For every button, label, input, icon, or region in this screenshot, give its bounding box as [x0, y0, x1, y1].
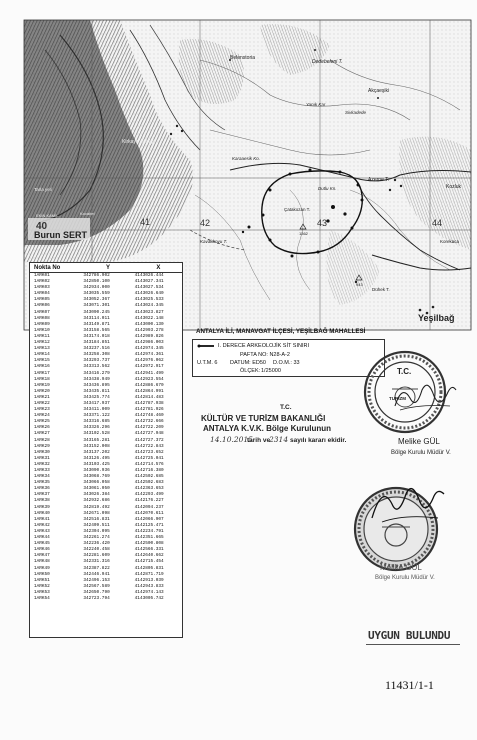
- label-tarlayeri: Tarla yeri: [34, 187, 53, 192]
- cell-x: 4143027.534: [134, 285, 164, 291]
- cell-point-no: 1ARK44: [34, 535, 50, 541]
- cell-y: 342786.902: [83, 273, 110, 278]
- header-y: Y: [106, 264, 111, 271]
- cell-x: 4142640.662: [134, 553, 164, 559]
- label-yesilbag: Yeşilbağ: [418, 313, 455, 323]
- cell-x: 4142781.926: [134, 407, 164, 413]
- cell-x: 4143025.533: [134, 297, 164, 303]
- cell-x: 4142566.331: [134, 547, 164, 553]
- cell-x: 4142943.833: [134, 583, 164, 589]
- cell-point-no: 1ARK04: [34, 291, 50, 297]
- cell-y: 342932.686: [83, 498, 110, 504]
- cell-x: 4142351.665: [134, 535, 164, 541]
- cell-point-no: 1ARK09: [34, 321, 50, 327]
- cell-x: 4143000.130: [134, 321, 164, 327]
- grid-number-42: 42: [200, 218, 211, 228]
- cell-point-no: 1ARK12: [34, 340, 50, 346]
- cell-x: 4142722.209: [134, 425, 164, 431]
- cell-x: 4142748.460: [134, 413, 164, 419]
- approval-stamp: [366, 626, 460, 645]
- cell-point-no: 1ARK48: [34, 559, 50, 565]
- cell-y: 343436.895: [83, 382, 110, 388]
- label-burunsert: Burun SERT: [34, 230, 87, 240]
- label-duhek: Dühek T.: [372, 287, 390, 292]
- cell-y: 343061.050: [83, 486, 110, 492]
- cell-x: 4142500.808: [134, 541, 164, 547]
- cell-point-no: 1ARK19: [34, 382, 50, 388]
- cell-point-no: 1ARK23: [34, 407, 50, 413]
- cell-point-no: 1ARK32: [34, 461, 50, 467]
- cell-y: 343184.851: [83, 340, 110, 346]
- elevation-1362: 1362: [299, 231, 308, 236]
- cell-y: 343425.774: [83, 394, 110, 400]
- cell-y: 342446.941: [83, 571, 110, 577]
- cell-x: 4142732.666: [134, 419, 164, 425]
- cell-x: 4142714.576: [134, 461, 164, 467]
- cell-x: 4142805.831: [134, 565, 164, 571]
- cell-x: 4142725.041: [134, 455, 164, 461]
- header-point-no: Nokta No: [34, 264, 61, 271]
- label-kocabel: Kocabel: [80, 211, 95, 216]
- label-dedebeleni: Dedebeleni T.: [312, 59, 343, 65]
- cell-x: 4142989.826: [134, 333, 164, 339]
- label-yanikkar: Yanık Kar: [306, 102, 326, 107]
- signature-scribble-2: [368, 478, 448, 524]
- cell-x: 4142986.003: [134, 340, 164, 346]
- cell-point-no: 1ARK46: [34, 547, 50, 553]
- cell-y: 343103.425: [83, 461, 110, 467]
- table-header: [30, 263, 182, 273]
- cell-x: 4142974.345: [134, 346, 164, 352]
- ministry-name: KÜLTÜR VE TURİZM BAKANLIĞI: [201, 414, 326, 423]
- cell-point-no: 1ARK33: [34, 468, 50, 473]
- cell-x: 4142363.653: [134, 486, 164, 492]
- cell-y: 343438.949: [83, 376, 110, 382]
- cell-y: 343158.565: [83, 327, 110, 333]
- cell-x: 4142941.499: [134, 370, 164, 376]
- cell-y: 343326.296: [83, 425, 110, 431]
- cell-point-no: 1ARK18: [34, 376, 50, 382]
- cell-x: 4142923.554: [134, 376, 164, 382]
- ministry-number: 2314: [269, 435, 289, 444]
- grid-number-44: 44: [432, 218, 443, 228]
- cell-y: 343165.281: [83, 437, 110, 443]
- cell-point-no: 1ARK36: [34, 486, 50, 492]
- cell-y: 343035.559: [83, 291, 110, 297]
- cell-point-no: 1ARK06: [34, 303, 50, 309]
- table-row: [30, 596, 182, 602]
- cell-point-no: 1ARK26: [34, 425, 50, 431]
- cell-x: 4142974.361: [134, 352, 164, 358]
- cell-x: 4142814.483: [134, 394, 164, 400]
- legend-scale-label: ÖLÇEK:: [240, 368, 261, 374]
- cell-y: 342671.098: [83, 510, 110, 516]
- cell-x: 4142976.062: [134, 358, 164, 364]
- cell-y: 342850.100: [83, 279, 110, 285]
- cell-y: 343411.009: [83, 407, 110, 413]
- legend-title: ANTALYA İLİ, MANAVGAT İLÇESİ, YEŞİLBAĞ MAHALLESİ: [196, 328, 366, 335]
- cell-x: 4142722.843: [134, 443, 164, 449]
- label-catakozan: Çatakozan T.: [284, 207, 311, 212]
- cell-y: 342236.420: [83, 541, 110, 547]
- cell-point-no: 1ARK50: [34, 571, 50, 577]
- label-belenstoria: Belenstoria: [230, 55, 256, 61]
- cell-point-no: 1ARK29: [34, 443, 50, 449]
- cell-x: 4142070.611: [134, 510, 164, 516]
- cell-x: 4142974.143: [134, 589, 164, 595]
- ministry-date: 14.10.2015: [210, 435, 253, 444]
- ministry-decision-text: sayılı kararı ekidir.: [290, 437, 347, 444]
- cell-point-no: 1ARK20: [34, 388, 50, 394]
- cell-x: 4143027.341: [134, 279, 164, 285]
- document-reference: 11431/1-1: [385, 678, 434, 692]
- cell-y: 342567.589: [83, 583, 110, 589]
- cell-x: 4142787.938: [134, 400, 164, 406]
- cell-point-no: 1ARK34: [34, 474, 50, 480]
- cell-y: 342240.458: [83, 547, 110, 553]
- cell-y: 342409.511: [83, 522, 110, 528]
- header-x: X: [156, 264, 161, 271]
- cell-y: 343371.122: [83, 413, 110, 419]
- cell-x: 4142176.227: [134, 498, 164, 504]
- label-kirkayo: Kirkayo Aralığı: [122, 139, 155, 145]
- legend-scale: 1/25000: [261, 368, 281, 374]
- signatory-name-2: Melike GÜL: [380, 563, 422, 572]
- cell-y: 343071.301: [83, 303, 110, 309]
- label-kavakboyu: Kavakboyu T.: [200, 239, 228, 244]
- cell-point-no: 1ARK11: [34, 333, 50, 339]
- cell-point-no: 1ARK17: [34, 370, 50, 376]
- cell-point-no: 1ARK54: [34, 595, 50, 601]
- cell-point-no: 1ARK07: [34, 309, 50, 315]
- cell-point-no: 1ARK16: [34, 364, 50, 370]
- cell-point-no: 1ARK03: [34, 285, 50, 291]
- seal-turizm: TURİZM: [389, 396, 406, 401]
- cell-x: 4142293.499: [134, 492, 164, 498]
- cell-y: 343152.008: [83, 443, 110, 449]
- cell-y: 343417.937: [83, 400, 110, 406]
- site-boundary-line-icon: [197, 343, 215, 349]
- cell-x: 4142913.039: [134, 577, 164, 583]
- label-korekaca: Korekaca: [440, 239, 460, 244]
- legend-pafta: PAFTA NO: N28-A-2: [240, 352, 290, 358]
- legend-datum: DATUM: ED50: [230, 360, 266, 366]
- cell-y: 343066.058: [83, 480, 110, 486]
- cell-y: 342261.274: [83, 535, 110, 541]
- cell-x: 4143023.827: [134, 309, 164, 315]
- cell-y: 342281.609: [83, 553, 110, 559]
- label-karaeseik: Karaaesik Ko.: [232, 156, 261, 161]
- cell-point-no: 1ARK45: [34, 541, 50, 547]
- cell-y: 343090.936: [83, 468, 110, 473]
- cell-y: 343102.528: [83, 431, 110, 437]
- cell-point-no: 1ARK47: [34, 553, 50, 559]
- cell-y: 343416.279: [83, 370, 110, 376]
- cell-point-no: 1ARK25: [34, 419, 50, 425]
- cell-y: 343237.516: [83, 346, 110, 352]
- cell-x: 4142871.719: [134, 571, 164, 577]
- ministry-date-suffix: tarih ve: [247, 437, 271, 444]
- cell-x: 4142715.454: [134, 559, 164, 565]
- cell-x: 4142723.652: [134, 449, 164, 455]
- elevation-943: 943: [356, 282, 363, 287]
- cell-point-no: 1ARK08: [34, 315, 50, 321]
- cell-point-no: 1ARK52: [34, 583, 50, 589]
- cell-point-no: 1ARK22: [34, 400, 50, 406]
- cell-x: 4143026.640: [134, 291, 164, 297]
- cell-point-no: 1ARK13: [34, 346, 50, 352]
- cell-y: 343174.018: [83, 333, 110, 339]
- cell-x: 4142993.278: [134, 327, 164, 333]
- grid-number-41: 41: [140, 217, 151, 227]
- cell-point-no: 1ARK37: [34, 492, 50, 498]
- cell-point-no: 1ARK02: [34, 279, 50, 285]
- ministry-tc: T.C.: [280, 404, 292, 411]
- label-kozluk: Kozluk: [446, 184, 462, 190]
- cell-point-no: 1ARK49: [34, 565, 50, 571]
- signatory-title: Bölge Kurulu Müdür V.: [391, 450, 451, 456]
- signatory-title-2: Bölge Kurulu Müdür V.: [375, 575, 435, 581]
- cell-x: 4142234.791: [134, 528, 164, 534]
- legend-dom: D.O.M.: 33: [273, 360, 300, 366]
- signature-scribble: [390, 376, 460, 416]
- cell-x: 4143024.345: [134, 303, 164, 309]
- cell-point-no: 1ARK05: [34, 297, 50, 303]
- cell-point-no: 1ARK21: [34, 394, 50, 400]
- cell-y: 343258.308: [83, 352, 110, 358]
- cell-x: 4142886.670: [134, 382, 164, 388]
- cell-x: 4142094.237: [134, 504, 164, 510]
- cell-y: 343149.871: [83, 321, 110, 327]
- cell-y: 343316.685: [83, 419, 110, 425]
- ministry-board: ANTALYA K.V.K. Bölge Kurulunun: [203, 424, 332, 433]
- cell-x: 4142864.991: [134, 388, 164, 394]
- legend-site-boundary: I. DERECE ARKEOLOJİK SİT SINIRI: [218, 343, 309, 349]
- cell-point-no: 1ARK24: [34, 413, 50, 419]
- cell-y: 343068.769: [83, 474, 110, 480]
- approval-stamp-text: UYGUN BULUNDU: [368, 629, 451, 642]
- cell-y: 343137.202: [83, 449, 110, 455]
- cell-y: 342387.822: [83, 565, 110, 571]
- cell-x: 4142502.685: [134, 474, 164, 480]
- coordinate-table: [29, 262, 183, 638]
- cell-point-no: 1ARK39: [34, 504, 50, 510]
- label-azerne: Azerne T.: [368, 177, 390, 183]
- cell-y: 343126.495: [83, 455, 110, 461]
- cell-point-no: 1ARK01: [34, 273, 50, 278]
- cell-point-no: 1ARK38: [34, 498, 50, 504]
- cell-y: 343435.811: [83, 388, 110, 394]
- legend-utm: U.T.M. 6: [197, 360, 218, 366]
- cell-point-no: 1ARK28: [34, 437, 50, 443]
- cell-y: 342331.316: [83, 559, 110, 565]
- cell-x: 4142716.380: [134, 468, 164, 473]
- cell-point-no: 1ARK15: [34, 358, 50, 364]
- cell-y: 343114.011: [83, 315, 110, 321]
- cell-y: 342304.095: [83, 528, 110, 534]
- cell-y: 342496.153: [83, 577, 110, 583]
- cell-point-no: 1ARK27: [34, 431, 50, 437]
- cell-x: 4143022.148: [134, 315, 164, 321]
- label-ekinkamil: EKİN KAMİL: [36, 213, 59, 218]
- cell-point-no: 1ARK43: [34, 528, 50, 534]
- cell-x: 4142502.683: [134, 480, 164, 486]
- cell-y: 342819.492: [83, 504, 110, 510]
- cell-x: 4142125.471: [134, 522, 164, 528]
- cell-y: 343313.562: [83, 364, 110, 370]
- grid-number-43: 43: [317, 218, 328, 228]
- cell-point-no: 1ARK41: [34, 516, 50, 522]
- cell-y: 342723.794: [83, 595, 110, 601]
- cell-x: 4143026.444: [134, 273, 164, 278]
- cell-point-no: 1ARK51: [34, 577, 50, 583]
- label-dutlukn: Dutlu Kn.: [318, 186, 337, 191]
- grid-number-40: 40: [36, 221, 48, 232]
- cell-point-no: 1ARK31: [34, 455, 50, 461]
- legend-box: [192, 339, 385, 377]
- cell-x: 4143005.742: [134, 595, 164, 601]
- label-akcaesiki: Akçaeşiki: [368, 88, 390, 94]
- cell-x: 4142972.917: [134, 364, 164, 370]
- cell-point-no: 1ARK10: [34, 327, 50, 333]
- cell-point-no: 1ARK53: [34, 589, 50, 595]
- cell-y: 342516.831: [83, 516, 110, 522]
- cell-x: 4142727.948: [134, 431, 164, 437]
- cell-point-no: 1ARK40: [34, 510, 50, 516]
- seal-tc: T.C.: [397, 367, 412, 376]
- cell-y: 343090.245: [83, 309, 110, 315]
- cell-x: 4142727.372: [134, 437, 164, 443]
- cell-y: 342934.000: [83, 285, 110, 291]
- cell-y: 343026.384: [83, 492, 110, 498]
- cell-y: 342650.790: [83, 589, 110, 595]
- signatory-name: Melike GÜL: [398, 437, 440, 446]
- cell-point-no: 1ARK35: [34, 480, 50, 486]
- table-body: [30, 273, 182, 602]
- cell-y: 343052.367: [83, 297, 110, 303]
- cell-x: 4142066.907: [134, 516, 164, 522]
- cell-point-no: 1ARK42: [34, 522, 50, 528]
- cell-y: 343293.737: [83, 358, 110, 364]
- label-sivkadede: Sivkadede: [345, 110, 367, 115]
- cell-point-no: 1ARK14: [34, 352, 50, 358]
- cell-point-no: 1ARK30: [34, 449, 50, 455]
